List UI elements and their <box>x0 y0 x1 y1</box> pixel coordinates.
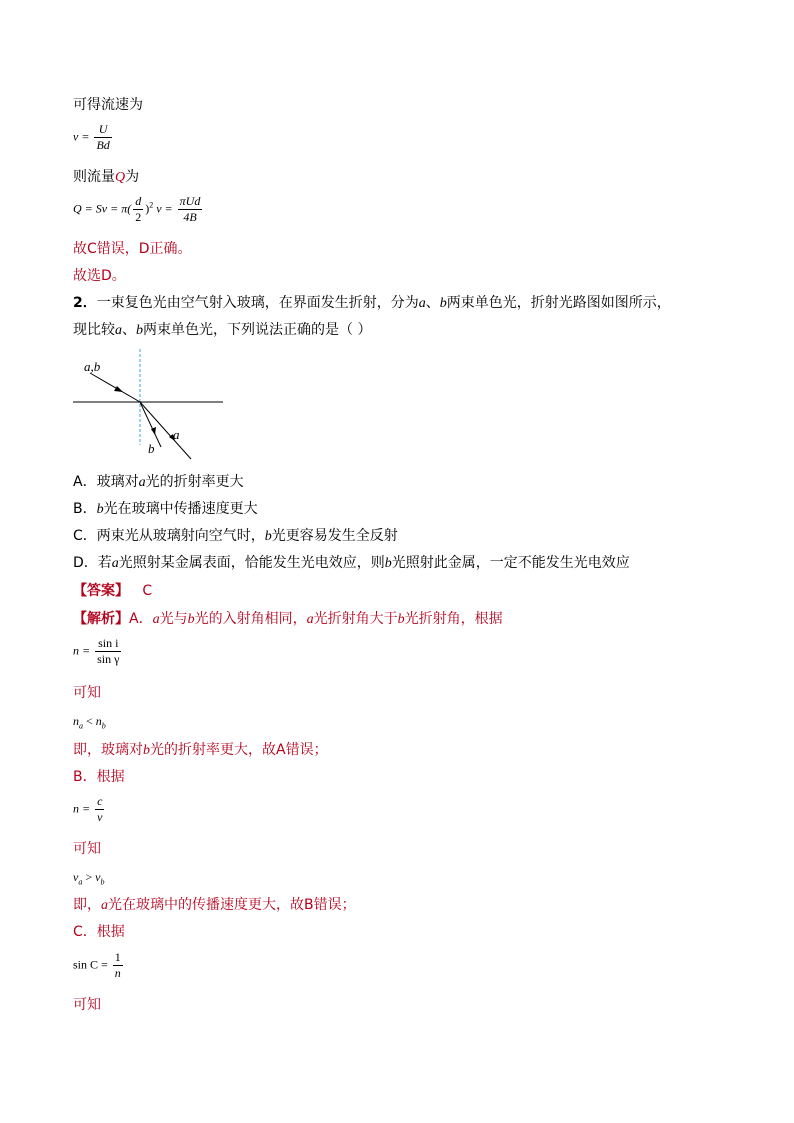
analysis-b-head: B．根据 <box>73 769 125 785</box>
label-a: a <box>173 427 180 442</box>
analysis-line1: 【解析】A．a光与b光的入射角相同，a光折射角大于b光折射角，根据 <box>73 611 503 627</box>
option-c: C．两束光从玻璃射向空气时，b光更容易发生全反射 <box>73 528 398 544</box>
refraction-diagram <box>73 345 233 465</box>
incident-arrow-icon <box>114 386 123 392</box>
text-choose: 故选D。 <box>73 268 126 284</box>
incident-ray <box>90 373 140 402</box>
option-b: B．b光在玻璃中传播速度更大 <box>73 501 258 517</box>
label-b: b <box>148 441 155 456</box>
analysis-line3: 即，a光在玻璃中的传播速度更大，故B错误； <box>73 897 356 913</box>
answer-line: 【答案】 C <box>73 583 153 599</box>
formula-n-c-v: n = $\frac{c}{v}$ <box>73 794 103 824</box>
analysis-line2: 即，玻璃对b光的折射率更大，故A错误； <box>73 742 328 758</box>
text-flow-speed: 可得流速为 <box>73 97 143 113</box>
formula-sinc: sin C = $\frac{1}{n}$ <box>73 950 121 980</box>
question-2-line1: 2．一束复色光由空气射入玻璃，在界面发生折射，分为a、b两束单色光，折射光路图如图所示， <box>73 295 671 311</box>
text-kezhi-1: 可知 <box>73 685 101 701</box>
formula-flow-rate: Q = Sv = π( $\frac{d}{2}$ )$^2$ v = $\frac{\text{πUd}}{4B}$ <box>73 194 201 224</box>
formula-na-lt-nb: $n_a < n_b$ <box>73 714 106 731</box>
question-2-line2: 现比较a、b两束单色光，下列说法正确的是（ ） <box>73 322 372 338</box>
text-conclusion: 故C错误，D正确。 <box>73 241 192 257</box>
formula-velocity: v = $\frac{U}{Bd}$ <box>73 122 110 152</box>
text-kezhi-3: 可知 <box>73 997 101 1013</box>
text-kezhi-2: 可知 <box>73 841 101 857</box>
formula-va-gt-vb: $v_a > v_b$ <box>73 870 105 887</box>
text-flow-rate: 则流量Q为 <box>73 169 140 185</box>
analysis-c-head: C．根据 <box>73 924 125 940</box>
option-d: D．若a光照射某金属表面，恰能发生光电效应，则b光照射此金属，一定不能发生光电效应 <box>73 555 630 571</box>
formula-snell: n = $\frac{\text{sin i}}{\text{sin γ}}$ <box>73 636 120 666</box>
option-a: A．玻璃对a光的折射率更大 <box>73 474 244 490</box>
label-ab: a,b <box>84 359 101 374</box>
